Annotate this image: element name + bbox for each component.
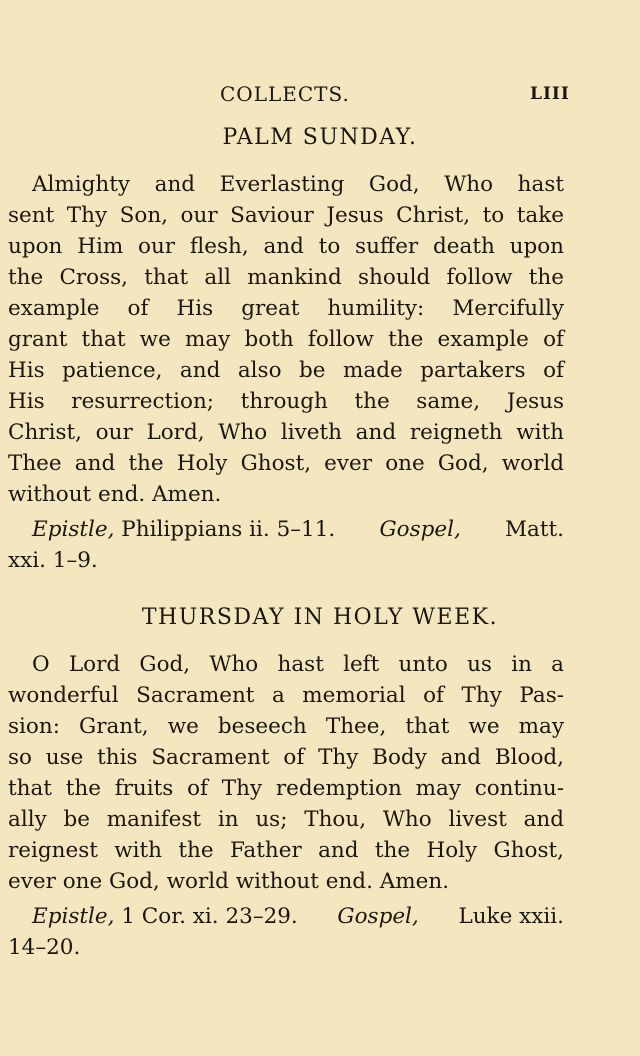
section-heading-thursday-holy-week: THURSDAY IN HOLY WEEK. <box>141 605 499 630</box>
epistle-label: Epistle, <box>32 904 115 929</box>
collect-line: sion: Grant, we beseech Thee, that we may <box>8 714 564 739</box>
collect-line: upon Him our flesh, and to suffer death upon <box>8 234 564 259</box>
collect-line: His resurrection; through the same, Jesus <box>8 389 564 414</box>
reference-continuation: 14–20. <box>8 935 81 960</box>
section-heading-palm-sunday: PALM SUNDAY. <box>222 125 418 150</box>
gospel-label: Gospel, <box>337 904 419 929</box>
collect-line: Almighty and Everlasting God, Who hast <box>32 172 564 197</box>
scripture-reference <box>32 514 564 545</box>
running-head-title: COLLECTS. <box>220 82 350 106</box>
collect-line: so use this Sacrament of Thy Body and Blood, <box>8 745 564 770</box>
collect-line: Christ, our Lord, Who liveth and reigneth with <box>8 420 564 445</box>
page-number: LIII <box>530 84 570 104</box>
scripture-reference <box>32 901 564 932</box>
collect-line: grant that we may both follow the example of <box>8 327 564 352</box>
collect-line: sent Thy Son, our Saviour Jesus Christ, to take <box>8 203 564 228</box>
collect-line: Thee and the Holy Ghost, ever one God, world <box>8 451 564 476</box>
collect-line: reignest with the Father and the Holy Ghost, <box>8 838 564 863</box>
collect-line: His patience, and also be made partakers of <box>8 358 564 383</box>
collect-line: without end. Amen. <box>8 482 222 507</box>
collect-line: that the fruits of Thy redemption may continu- <box>8 776 564 801</box>
epistle-reference: Philippians ii. 5–11. <box>121 517 336 542</box>
collect-line: O Lord God, Who hast left unto us in a <box>32 652 564 677</box>
reference-continuation: xxi. 1–9. <box>8 548 98 573</box>
gospel-label: Gospel, <box>379 517 461 542</box>
collect-line: the Cross, that all mankind should follow the <box>8 265 564 290</box>
collect-line: ally be manifest in us; Thou, Who livest and <box>8 807 564 832</box>
gospel-reference: Matt. <box>505 517 564 542</box>
collect-line: ever one God, world without end. Amen. <box>8 869 450 894</box>
epistle-label: Epistle, <box>32 517 115 542</box>
gospel-reference: Luke xxii. <box>458 904 564 929</box>
epistle-reference: 1 Cor. xi. 23–29. <box>121 904 298 929</box>
running-head <box>0 82 640 112</box>
collect-line: example of His great humility: Mercifully <box>8 296 564 321</box>
collect-line: wonderful Sacrament a memorial of Thy Pas- <box>8 683 564 708</box>
